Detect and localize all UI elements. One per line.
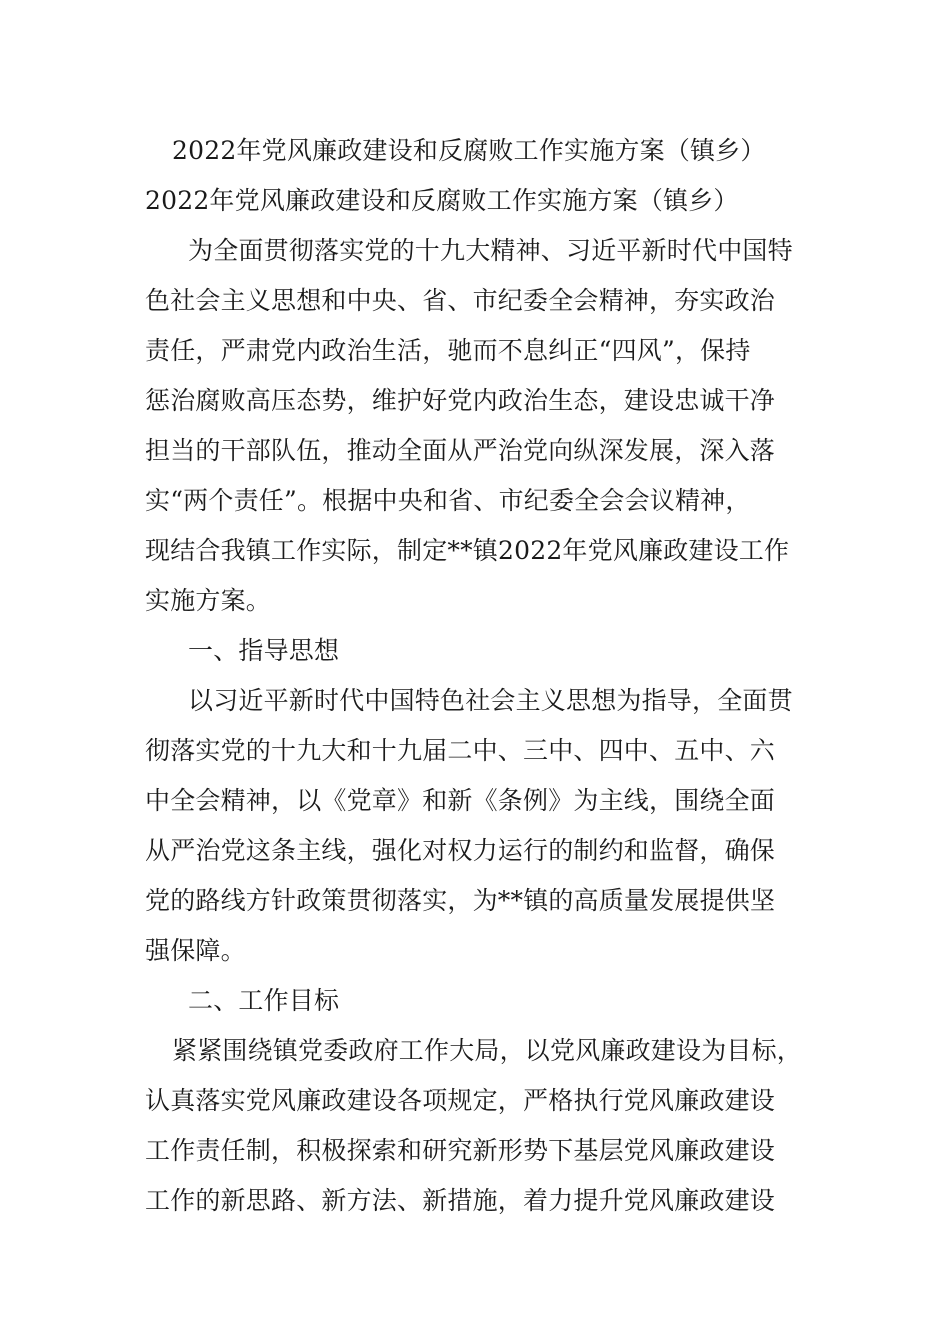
paragraph-line: 紧紧围绕镇党委政府工作大局，以党风廉政建设为目标， <box>172 1036 803 1065</box>
document-title: 2022年党风廉政建设和反腐败工作实施方案（镇乡） <box>172 136 766 165</box>
section-heading: 二、工作目标 <box>188 986 340 1015</box>
paragraph-line: 彻落实党的十九大和十九届二中、三中、四中、五中、六 <box>145 736 776 765</box>
paragraph-line: 现结合我镇工作实际，制定**镇2022年党风廉政建设工作 <box>145 536 790 565</box>
paragraph-line: 工作的新思路、新方法、新措施，着力提升党风廉政建设 <box>145 1186 776 1215</box>
paragraph-line: 色社会主义思想和中央、省、市纪委全会精神，夯实政治 <box>145 286 776 315</box>
paragraph-line: 以习近平新时代中国特色社会主义思想为指导，全面贯 <box>188 686 793 715</box>
paragraph-line: 强保障。 <box>145 936 246 965</box>
paragraph-line: 党的路线方针政策贯彻落实，为**镇的高质量发展提供坚 <box>145 886 776 915</box>
document-subtitle: 2022年党风廉政建设和反腐败工作实施方案（镇乡） <box>145 186 739 215</box>
paragraph-line: 担当的干部队伍，推动全面从严治党向纵深发展，深入落 <box>145 436 776 465</box>
paragraph-line: 实施方案。 <box>145 586 272 615</box>
paragraph-line: 实“两个责任”。根据中央和省、市纪委全会会议精神， <box>145 486 751 515</box>
paragraph-line: 惩治腐败高压态势，维护好党内政治生态，建设忠诚干净 <box>145 386 776 415</box>
section-heading: 一、指导思想 <box>188 636 340 665</box>
paragraph-line: 中全会精神，以《党章》和新《条例》为主线，围绕全面 <box>145 786 776 815</box>
paragraph-line: 责任，严肃党内政治生活，驰而不息纠正“四风”，保持 <box>145 336 751 365</box>
paragraph-line: 从严治党这条主线，强化对权力运行的制约和监督，确保 <box>145 836 776 865</box>
paragraph-line: 认真落实党风廉政建设各项规定，严格执行党风廉政建设 <box>145 1086 776 1115</box>
paragraph-line: 工作责任制，积极探索和研究新形势下基层党风廉政建设 <box>145 1136 776 1165</box>
paragraph-line: 为全面贯彻落实党的十九大精神、习近平新时代中国特 <box>188 236 793 265</box>
